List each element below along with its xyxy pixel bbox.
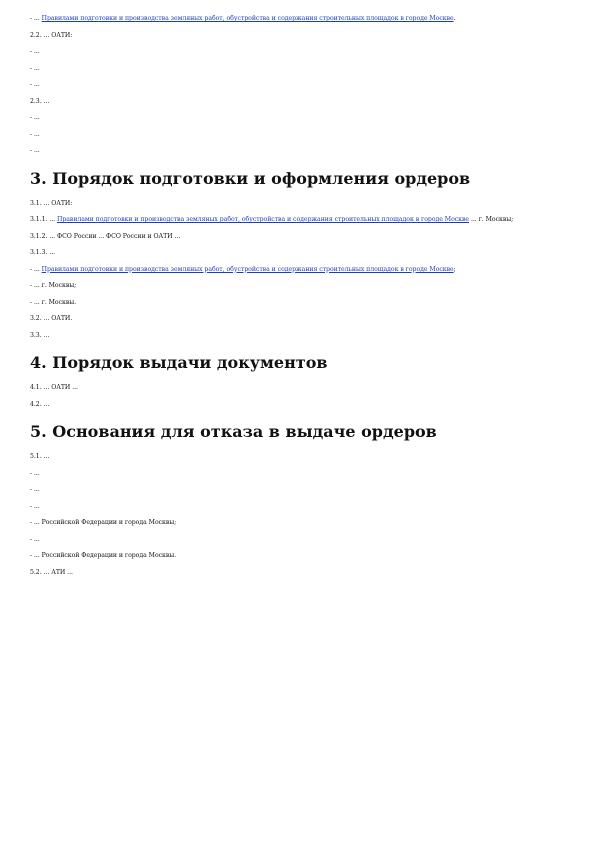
section-heading: 5. Основания для отказа в выдаче ордеров — [30, 422, 437, 441]
paragraph-text: - ... — [30, 130, 40, 138]
paragraph — [30, 518, 565, 529]
rules-link[interactable]: Правилами подготовки и производства земляных работ, обустройства и содержания строительных площадок в городе Москве — [57, 216, 470, 223]
paragraph-text: - ... — [30, 486, 40, 493]
paragraph — [30, 199, 565, 210]
paragraph-text: ... г. Москвы; — [469, 216, 514, 223]
paragraph — [30, 146, 565, 157]
paragraph-text: - ... г. Москвы; — [30, 282, 77, 289]
paragraph — [30, 551, 565, 562]
paragraph — [30, 64, 565, 75]
paragraph — [30, 215, 565, 226]
paragraph — [30, 331, 565, 342]
paragraph — [30, 485, 565, 496]
paragraph-text: 4.1. ... ОАТИ ... — [30, 384, 78, 391]
paragraph-text: - ... г. Москвы. — [30, 298, 77, 306]
paragraph — [30, 298, 565, 309]
section-heading: 3. Порядок подготовки и оформления ордеров — [30, 168, 471, 188]
paragraph-text: 3.1.3. ... — [30, 249, 56, 256]
paragraph-text: 4.2. ... — [30, 400, 50, 408]
paragraph — [30, 248, 565, 259]
paragraph-text: 3.1. ... ОАТИ: — [30, 199, 73, 207]
paragraph — [30, 47, 565, 58]
paragraph-text: 5.1. ... — [30, 453, 50, 460]
paragraph — [30, 452, 565, 463]
paragraph-text: 3.2. ... ОАТИ. — [30, 315, 73, 322]
paragraph — [30, 314, 565, 325]
paragraph — [30, 113, 565, 124]
paragraph — [30, 80, 565, 91]
paragraph-text: - ... — [30, 535, 40, 543]
paragraph-text: - ... — [30, 469, 40, 477]
paragraph-text: ; — [453, 265, 456, 273]
paragraph — [30, 400, 565, 411]
paragraph-text: - ... — [30, 64, 40, 72]
paragraph — [30, 31, 565, 42]
paragraph — [30, 502, 565, 513]
paragraph — [30, 232, 565, 243]
paragraph-text: 2.2. ... ОАТИ: — [30, 31, 73, 39]
paragraph-text: - ... — [30, 15, 42, 22]
paragraph-text: 3.1.1. ... — [30, 216, 57, 223]
paragraph-text: 3.3. ... — [30, 331, 50, 339]
paragraph-text: - ... Российской Федерации и города Москвы. — [30, 552, 177, 559]
section-heading: 4. Порядок выдачи документов — [30, 353, 328, 372]
paragraph-text: - ... — [30, 48, 40, 55]
paragraph-text: - ... — [30, 265, 42, 273]
paragraph — [30, 281, 565, 292]
rules-link[interactable]: Правилами подготовки и производства земляных работ, обустройства и содержания строительных площадок в городе Москве — [41, 265, 454, 273]
paragraph — [30, 130, 565, 141]
paragraph-text: - ... — [30, 81, 40, 88]
paragraph-text: 2.3. ... — [30, 97, 50, 105]
paragraph — [30, 383, 565, 394]
paragraph-text: - ... Российской Федерации и города Москвы; — [30, 519, 177, 526]
paragraph — [30, 469, 565, 480]
paragraph — [30, 568, 565, 579]
paragraph — [30, 535, 565, 546]
paragraph-text: 5.2. ... АТИ ... — [30, 568, 73, 576]
paragraph — [30, 97, 565, 108]
paragraph-text: - ... — [30, 502, 40, 510]
paragraph-text: - ... — [30, 114, 40, 121]
paragraph — [30, 14, 565, 25]
paragraph-text: - ... — [30, 147, 40, 154]
paragraph-text: 3.1.2. ... ФСО России ... ФСО России и ОАТИ ... — [30, 232, 181, 240]
rules-link[interactable]: Правилами подготовки и производства земляных работ, обустройства и содержания строительных площадок в городе Москве — [41, 15, 454, 22]
paragraph — [30, 265, 565, 276]
paragraph-text: . — [453, 15, 456, 22]
